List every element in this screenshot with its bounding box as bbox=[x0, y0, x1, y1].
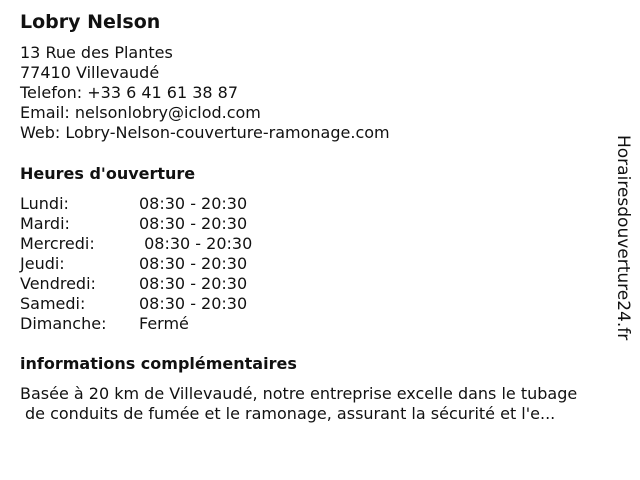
hours-row bbox=[20, 254, 252, 274]
hours-table bbox=[20, 194, 252, 334]
hours-time: 08:30 - 20:30 bbox=[139, 274, 248, 293]
hours-time: 08:30 - 20:30 bbox=[139, 294, 248, 313]
hours-day: Jeudi: bbox=[20, 254, 65, 273]
hours-row bbox=[20, 274, 252, 294]
info-heading: informations complémentaires bbox=[20, 354, 297, 373]
hours-heading: Heures d'ouverture bbox=[20, 164, 196, 183]
hours-day: Lundi: bbox=[20, 194, 69, 213]
hours-day: Dimanche: bbox=[20, 314, 107, 333]
info-line-1: Basée à 20 km de Villevaudé, notre entreprise excelle dans le tubage bbox=[20, 384, 578, 403]
hours-row bbox=[20, 294, 252, 314]
hours-row bbox=[20, 194, 252, 214]
hours-time: 08:30 - 20:30 bbox=[139, 254, 248, 273]
email-text: Email: nelsonlobry@iclod.com bbox=[20, 103, 261, 122]
phone-text: Telefon: +33 6 41 61 38 87 bbox=[20, 83, 239, 102]
hours-day: Mercredi: bbox=[20, 234, 95, 253]
info-line-2: de conduits de fumée et le ramonage, assurant la sécurité et l'e... bbox=[25, 404, 556, 423]
address-line-1: 13 Rue des Plantes bbox=[20, 43, 173, 62]
hours-row bbox=[20, 214, 252, 234]
hours-row bbox=[20, 234, 252, 254]
info-description bbox=[20, 384, 632, 424]
site-watermark: Horairesdouverture24.fr bbox=[613, 135, 633, 341]
contact-block bbox=[20, 43, 390, 143]
web-text: Web: Lobry-Nelson-couverture-ramonage.com bbox=[20, 123, 390, 142]
business-name: Lobry Nelson bbox=[20, 11, 161, 33]
hours-day: Samedi: bbox=[20, 294, 86, 313]
hours-time: 08:30 - 20:30 bbox=[139, 194, 248, 213]
hours-time: 08:30 - 20:30 bbox=[139, 234, 253, 253]
hours-time: 08:30 - 20:30 bbox=[139, 214, 248, 233]
hours-day: Vendredi: bbox=[20, 274, 96, 293]
hours-row bbox=[20, 314, 252, 334]
address-line-2: 77410 Villevaudé bbox=[20, 63, 160, 82]
hours-time: Fermé bbox=[139, 314, 189, 333]
hours-day: Mardi: bbox=[20, 214, 70, 233]
